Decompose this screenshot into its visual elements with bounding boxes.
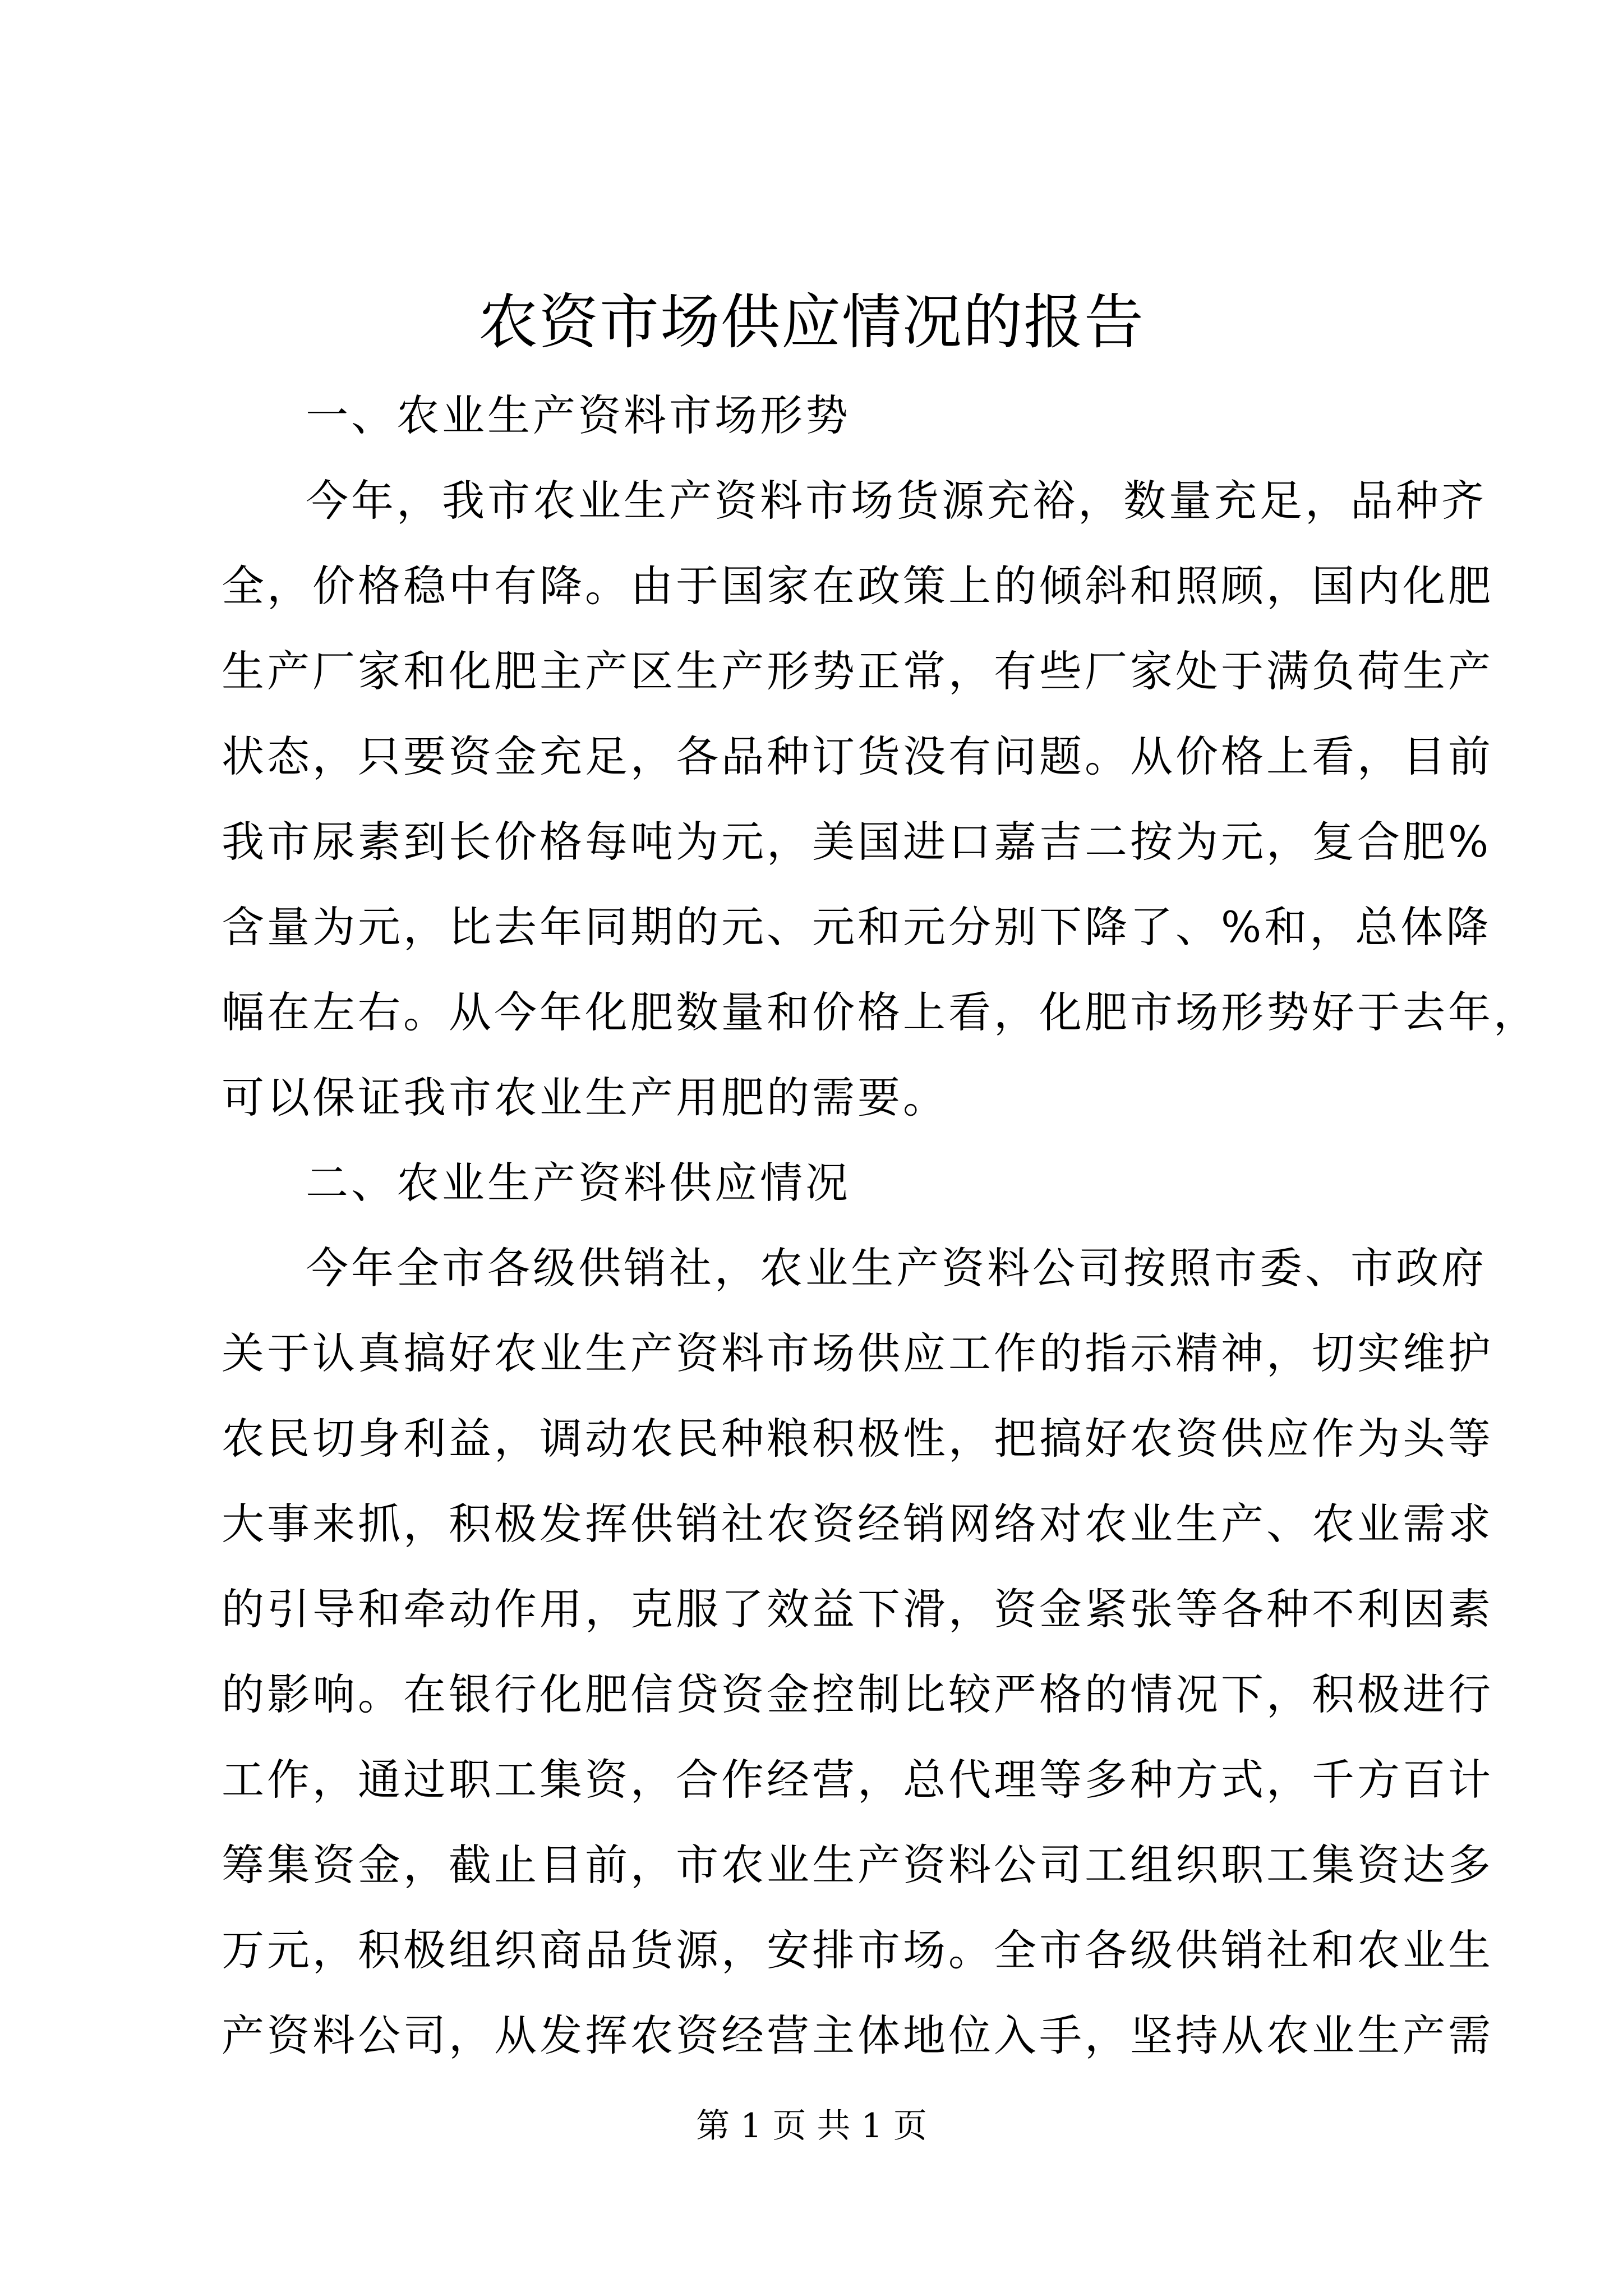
- paragraph-line: 含量为元，比去年同期的元、元和元分别下降了、%和，总体降: [222, 902, 1492, 952]
- page-number: 第 1 页 共 1 页: [696, 2106, 927, 2146]
- paragraph-line: 农民切身利益，调动农民种粮积极性，把搞好农资供应作为头等: [222, 1414, 1493, 1464]
- paragraph-line: 的影响。在银行化肥信贷资金控制比较严格的情况下，积极进行: [222, 1669, 1493, 1719]
- paragraph-line: 生产厂家和化肥主产区生产形势正常，有些厂家处于满负荷生产: [222, 646, 1493, 696]
- section-heading: 一、农业生产资料市场形势: [306, 390, 851, 440]
- paragraph-line: 我市尿素到长价格每吨为元，美国进口嘉吉二按为元，复合肥%: [222, 817, 1492, 867]
- paragraph-line: 万元，积极组织商品货源，安排市场。全市各级供销社和农业生: [222, 1925, 1493, 1975]
- paragraph-line: 幅在左右。从今年化肥数量和价格上看，化肥市场形势好于去年，: [222, 987, 1539, 1037]
- paragraph-line: 产资料公司，从发挥农资经营主体地位入手，坚持从农业生产需: [222, 2010, 1493, 2060]
- paragraph-line: 的引导和牵动作用，克服了效益下滑，资金紧张等各种不利因素: [222, 1584, 1493, 1634]
- paragraph-line: 工作，通过职工集资，合作经营，总代理等多种方式，千方百计: [222, 1755, 1493, 1805]
- paragraph-line: 大事来抓，积极发挥供销社农资经销网络对农业生产、农业需求: [222, 1499, 1493, 1549]
- paragraph-line: 今年，我市农业生产资料市场货源充裕，数量充足，品种齐: [306, 476, 1487, 526]
- paragraph-line: 全，价格稳中有降。由于国家在政策上的倾斜和照顾，国内化肥: [222, 561, 1493, 611]
- paragraph-line: 关于认真搞好农业生产资料市场供应工作的指示精神，切实维护: [222, 1328, 1493, 1378]
- paragraph-line: 可以保证我市农业生产用肥的需要。: [222, 1073, 948, 1122]
- document-body: [222, 373, 1539, 2078]
- section-heading: 二、农业生产资料供应情况: [306, 1158, 851, 1208]
- paragraph-line: 筹集资金，截止目前，市农业生产资料公司工组织职工集资达多: [222, 1840, 1493, 1890]
- paragraph-line: 状态，只要资金充足，各品种订货没有问题。从价格上看，目前: [222, 731, 1493, 781]
- paragraph-line: 今年全市各级供销社，农业生产资料公司按照市委、市政府: [306, 1243, 1487, 1293]
- document-title: 农资市场供应情况的报告: [478, 288, 1145, 357]
